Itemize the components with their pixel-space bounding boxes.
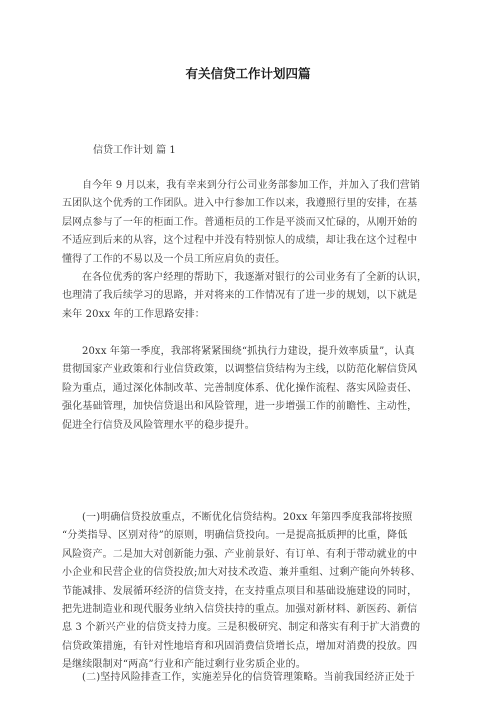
paragraph-line: 自今年 9 月以来，我有幸来到分行公司业务部参加工作，并加入了我们营销: [82, 180, 420, 191]
paragraph-line: 信贷政策措施，有针对性地培育和巩固消费信贷增长点，增加对消费的投放。四: [62, 640, 418, 652]
paragraph-4: [62, 509, 436, 675]
paragraph-line: 懂得了工作的不易以及一个员工所应肩负的责任。: [62, 253, 286, 265]
paragraph-line: 把先进制造业和现代服务业纳入信贷扶持的重点。加强对新材料、新医药、新信: [62, 604, 418, 616]
paragraph-line: 来年 20xx 年的工作思路安排：: [62, 308, 205, 320]
paragraph-line: 层网点参与了一年的柜面工作。普通柜员的工作是平淡而又忙碌的，从刚开始的: [62, 216, 418, 228]
paragraph-line: 也理清了我后续学习的思路，并对将来的工作情况有了进一步的规划，以下就是: [62, 290, 418, 302]
paragraph-line: 不适应到后来的从容，这个过程中并没有特别惊人的成绩，却让我在这个过程中: [62, 235, 418, 247]
paragraph-line: 强化基础管理，加快信贷退出和风险管理，进一步增强工作的前瞻性、主动性，: [62, 401, 418, 413]
paragraph-line: “分类指导、区别对待”的原则，明确信贷投向。一是提高抵质押的比重，降低: [62, 530, 408, 542]
paragraph-line: 20xx 年第一季度，我部将紧紧围绕“抓执行力建设，提升效率质量”，认真: [82, 346, 415, 357]
paragraph-line: 是继续限制对“两高”行业和产能过剩行业劣质企业的。: [62, 659, 306, 671]
paragraph-5: [62, 669, 436, 687]
paragraph-line: 在各位优秀的客户经理的帮助下，我逐渐对银行的公司业务有了全新的认识，: [82, 272, 428, 283]
paragraph-line: 贯彻国家产业政策和行业信贷政策，以调整信贷结构为主线，以防范化解信贷风: [62, 364, 418, 376]
paragraph-line: 险为重点，通过深化体制改革、完善制度体系、优化操作流程、落实风险责任、: [62, 382, 418, 394]
paragraph-2: [62, 269, 436, 324]
paragraph-line: 息 3 个新兴产业的信贷支持力度。三是积极研究、制定和落实有利于扩大消费的: [62, 622, 421, 634]
section-heading: 信贷工作计划 篇 1: [93, 145, 176, 156]
paragraph-line: 小企业和民营企业的信贷投放;加大对技术改造、兼并重组、过剩产能向外转移、: [62, 567, 421, 579]
paragraph-line: (一)明确信贷投放重点，不断优化信贷结构。20xx 年第四季度我部将按照: [82, 512, 413, 523]
document-title: 有关信贷工作计划四篇: [185, 66, 311, 81]
paragraph-line: 节能减排、发展循环经济的信贷支持，在支持重点项目和基础设施建设的同时，: [62, 585, 418, 597]
paragraph-line: (二)坚持风险排查工作，实施差异化的信贷管理策略。当前我国经济正处于: [82, 672, 415, 683]
paragraph-line: 风险资产。二是加大对创新能力强、产业前景好、有订单、有利于带动就业的中: [62, 548, 418, 560]
paragraph-line: 五团队这个优秀的工作团队。进入中行参加工作以来，我遵照行里的安排，在基: [62, 198, 418, 210]
paragraph-1: [62, 177, 436, 269]
paragraph-line: 促进全行信贷及风险管理水平的稳步提升。: [62, 419, 255, 431]
paragraph-3: [62, 343, 436, 435]
